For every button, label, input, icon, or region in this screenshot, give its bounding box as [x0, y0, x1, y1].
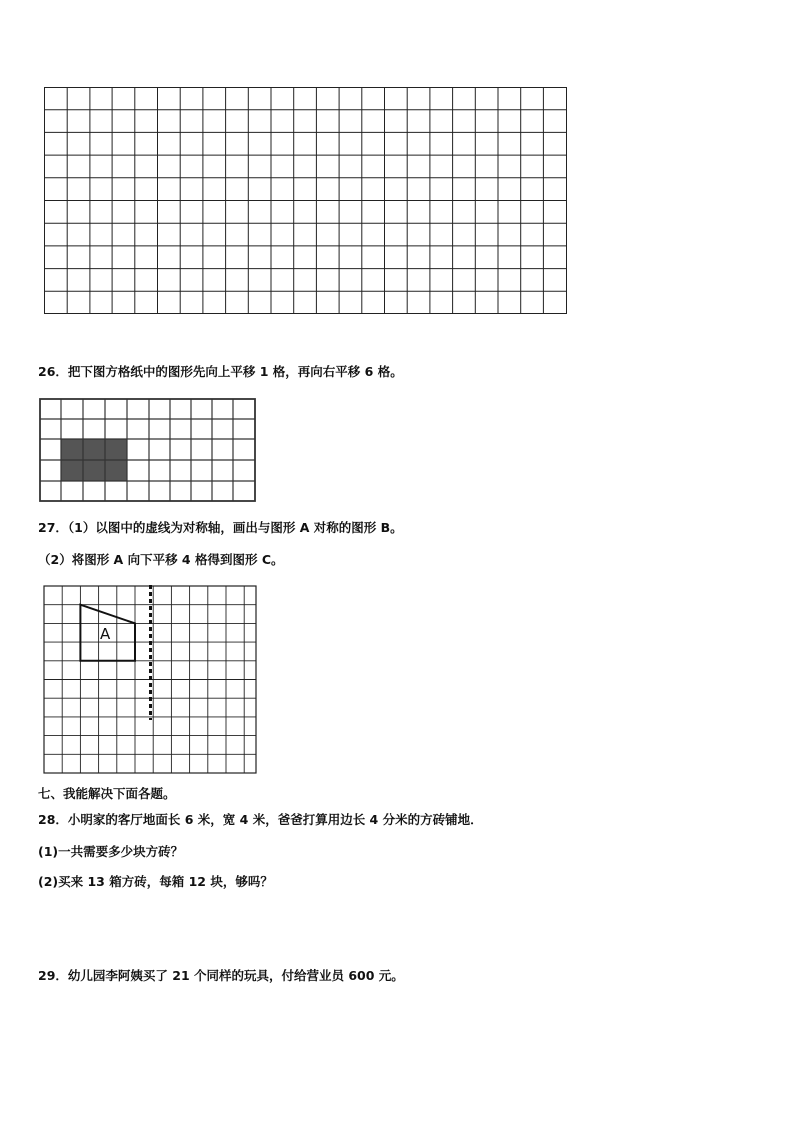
- q28-part1: (1)一共需要多少块方砖？: [38, 844, 184, 859]
- blank-grid-top: [44, 87, 568, 315]
- q26-grid: [39, 398, 257, 502]
- q28-part2: (2)买来 13 箱方砖，每箱 12 块，够吗？: [38, 874, 273, 889]
- q27-grid: [43, 585, 259, 776]
- q28-text: 28．小明家的客厅地面长 6 米，宽 4 米，爸爸打算用边长 4 分米的方砖铺地．: [38, 812, 483, 827]
- q27-line2: （2）将图形 A 向下平移 4 格得到图形 C。: [38, 552, 284, 567]
- q26-text: 26．把下图方格纸中的图形先向上平移 1 格，再向右平移 6 格。: [38, 364, 403, 379]
- shape-a-label: A: [100, 625, 111, 643]
- section7-title: 七、我能解决下面各题。: [38, 786, 176, 801]
- q29-text: 29．幼儿园李阿姨买了 21 个同样的玩具，付给营业员 600 元。: [38, 968, 404, 983]
- q27-line1: 27．（1）以图中的虚线为对称轴，画出与图形 A 对称的图形 B。: [38, 520, 403, 535]
